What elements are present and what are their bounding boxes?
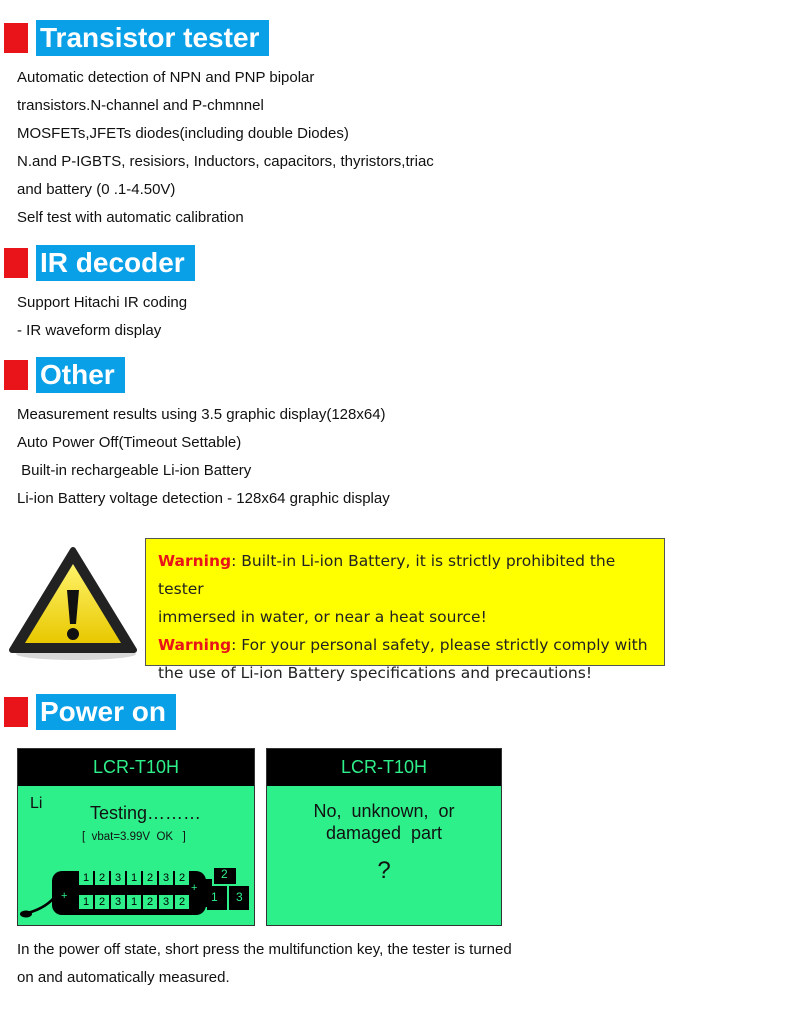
text-line: on and automatically measured. [17, 969, 230, 986]
socket-pin: 2 [95, 895, 109, 909]
text-line: Measurement results using 3.5 graphic display(128x64) [17, 406, 386, 423]
red-marker [4, 697, 28, 727]
svg-text:+: + [191, 882, 198, 894]
red-marker [4, 248, 28, 278]
transistor-pin-label: 3 [236, 890, 243, 904]
socket-pin: 3 [159, 871, 173, 885]
text-line: and battery (0 .1-4.50V) [17, 181, 176, 198]
text-line: Self test with automatic calibration [17, 209, 244, 226]
socket-pin: 3 [111, 871, 125, 885]
battery-li-label: Li [30, 795, 43, 812]
text-line: Built-in rechargeable Li-ion Battery [17, 462, 252, 479]
socket-pin: 1 [127, 895, 141, 909]
screen-testing [17, 748, 255, 926]
socket-pin: 3 [111, 895, 125, 909]
section-title: Other [36, 357, 125, 393]
result-message: No, unknown, or [313, 801, 455, 821]
text-line: In the power off state, short press the multifunction key, the tester is turned [17, 941, 512, 958]
transistor-pin-label: 2 [221, 867, 228, 881]
socket-pin: 2 [175, 895, 189, 909]
socket-pin: 3 [159, 895, 173, 909]
socket-pin: 1 [127, 871, 141, 885]
socket-pin: 2 [143, 871, 157, 885]
red-marker [4, 360, 28, 390]
text-line: Auto Power Off(Timeout Settable) [17, 434, 242, 451]
warning-text: the use of Li-ion Battery specifications and precautions! [158, 664, 593, 682]
warning-text: : Built-in Li-ion Battery, it is strictly prohibited the tester [158, 552, 616, 598]
svg-text:+: + [61, 890, 68, 902]
socket-pin: 2 [95, 871, 109, 885]
vbat-readout: [ vbat=3.99V OK ] [82, 831, 186, 843]
result-message: damaged part [325, 823, 443, 843]
test-socket-icon [18, 857, 256, 927]
question-mark-icon: ? [377, 857, 391, 884]
socket-pin: 1 [79, 871, 93, 885]
text-line: MOSFETs,JFETs diodes(including double Diodes) [17, 125, 349, 142]
warning-text: immersed in water, or near a heat source! [158, 608, 487, 626]
warning-label: Warning [158, 552, 232, 570]
testing-label: Testing……… [90, 803, 202, 823]
warning-label: Warning [158, 636, 232, 654]
text-line: Support Hitachi IR coding [17, 294, 188, 311]
section-title: IR decoder [36, 245, 195, 281]
text-line: N.and P-IGBTS, resisiors, Inductors, capacitors, thyristors,triac [17, 153, 434, 170]
warning-line-2 [158, 631, 652, 659]
screen-model-label: LCR-T10H [267, 749, 501, 786]
text-line: - IR waveform display [17, 322, 162, 339]
transistor-pin-label: 1 [211, 890, 218, 904]
warning-box [145, 538, 665, 682]
text-line: Li-ion Battery voltage detection - 128x64 graphic display [17, 490, 390, 507]
socket-pin: 2 [143, 895, 157, 909]
text-line: Automatic detection of NPN and PNP bipolar [17, 69, 315, 86]
text-line: transistors.N-channel and P-chmnnel [17, 97, 264, 114]
screen-model-label: LCR-T10H [18, 749, 254, 786]
screen-unknown-part [266, 748, 502, 926]
section-title: Transistor tester [36, 20, 269, 56]
red-marker [4, 23, 28, 53]
warning-triangle-icon [8, 546, 138, 661]
warning-text: : For your personal safety, please strictly comply with [231, 636, 648, 654]
section-title: Power on [36, 694, 176, 730]
warning-line-1 [158, 547, 652, 603]
socket-pin: 2 [175, 871, 189, 885]
socket-pin: 1 [79, 895, 93, 909]
